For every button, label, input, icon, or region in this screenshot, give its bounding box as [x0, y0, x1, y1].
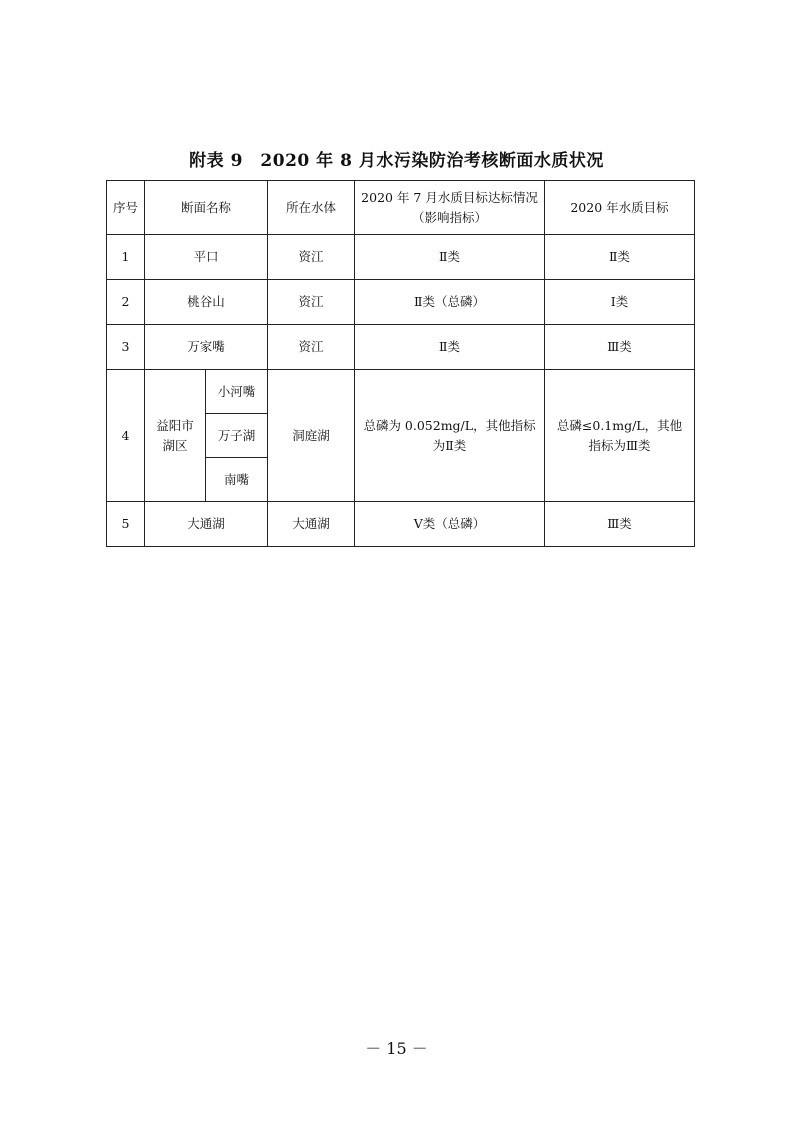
cell-section-name: 万家嘴 [145, 325, 268, 370]
table-row [107, 325, 695, 370]
cell-water-body: 洞庭湖 [268, 370, 355, 502]
cell-july-status: 总磷为 0.052mg/L，其他指标为Ⅱ类 [355, 370, 545, 502]
cell-water-body: 大通湖 [268, 502, 355, 547]
water-quality-table [106, 180, 695, 547]
cell-water-body: 资江 [268, 280, 355, 325]
header-section-name: 断面名称 [145, 181, 268, 235]
header-july-status: 2020 年 7 月水质目标达标情况（影响指标） [355, 181, 545, 235]
cell-july-status: Ⅴ类（总磷） [355, 502, 545, 547]
table-row [107, 370, 695, 414]
cell-july-status: Ⅱ类 [355, 325, 545, 370]
cell-seq: 4 [107, 370, 145, 502]
header-target: 2020 年水质目标 [545, 181, 695, 235]
page-title: 附表 9 2020 年 8 月水污染防治考核断面水质状况 [189, 151, 604, 171]
header-seq: 序号 [107, 181, 145, 235]
cell-target: Ⅲ类 [545, 325, 695, 370]
cell-section-name: 桃谷山 [145, 280, 268, 325]
cell-target: 总磷≤0.1mg/L，其他指标为Ⅲ类 [545, 370, 695, 502]
cell-sub-section: 南嘴 [206, 458, 268, 502]
cell-water-body: 资江 [268, 235, 355, 280]
cell-seq: 5 [107, 502, 145, 547]
cell-target: Ⅱ类 [545, 235, 695, 280]
cell-july-status: Ⅱ类 [355, 235, 545, 280]
cell-water-body: 资江 [268, 325, 355, 370]
page-number: － 15 － [365, 1039, 428, 1058]
cell-target: Ⅲ类 [545, 502, 695, 547]
table-row [107, 280, 695, 325]
cell-sub-section: 小河嘴 [206, 370, 268, 414]
cell-target: Ⅰ类 [545, 280, 695, 325]
cell-section-name: 大通湖 [145, 502, 268, 547]
header-water-body: 所在水体 [268, 181, 355, 235]
cell-seq: 3 [107, 325, 145, 370]
cell-area-name: 益阳市湖区 [145, 370, 206, 502]
header-row [107, 181, 695, 235]
cell-seq: 1 [107, 235, 145, 280]
cell-seq: 2 [107, 280, 145, 325]
cell-sub-section: 万子湖 [206, 414, 268, 458]
table-row [107, 502, 695, 547]
cell-july-status: Ⅱ类（总磷） [355, 280, 545, 325]
cell-section-name: 平口 [145, 235, 268, 280]
table-row [107, 235, 695, 280]
